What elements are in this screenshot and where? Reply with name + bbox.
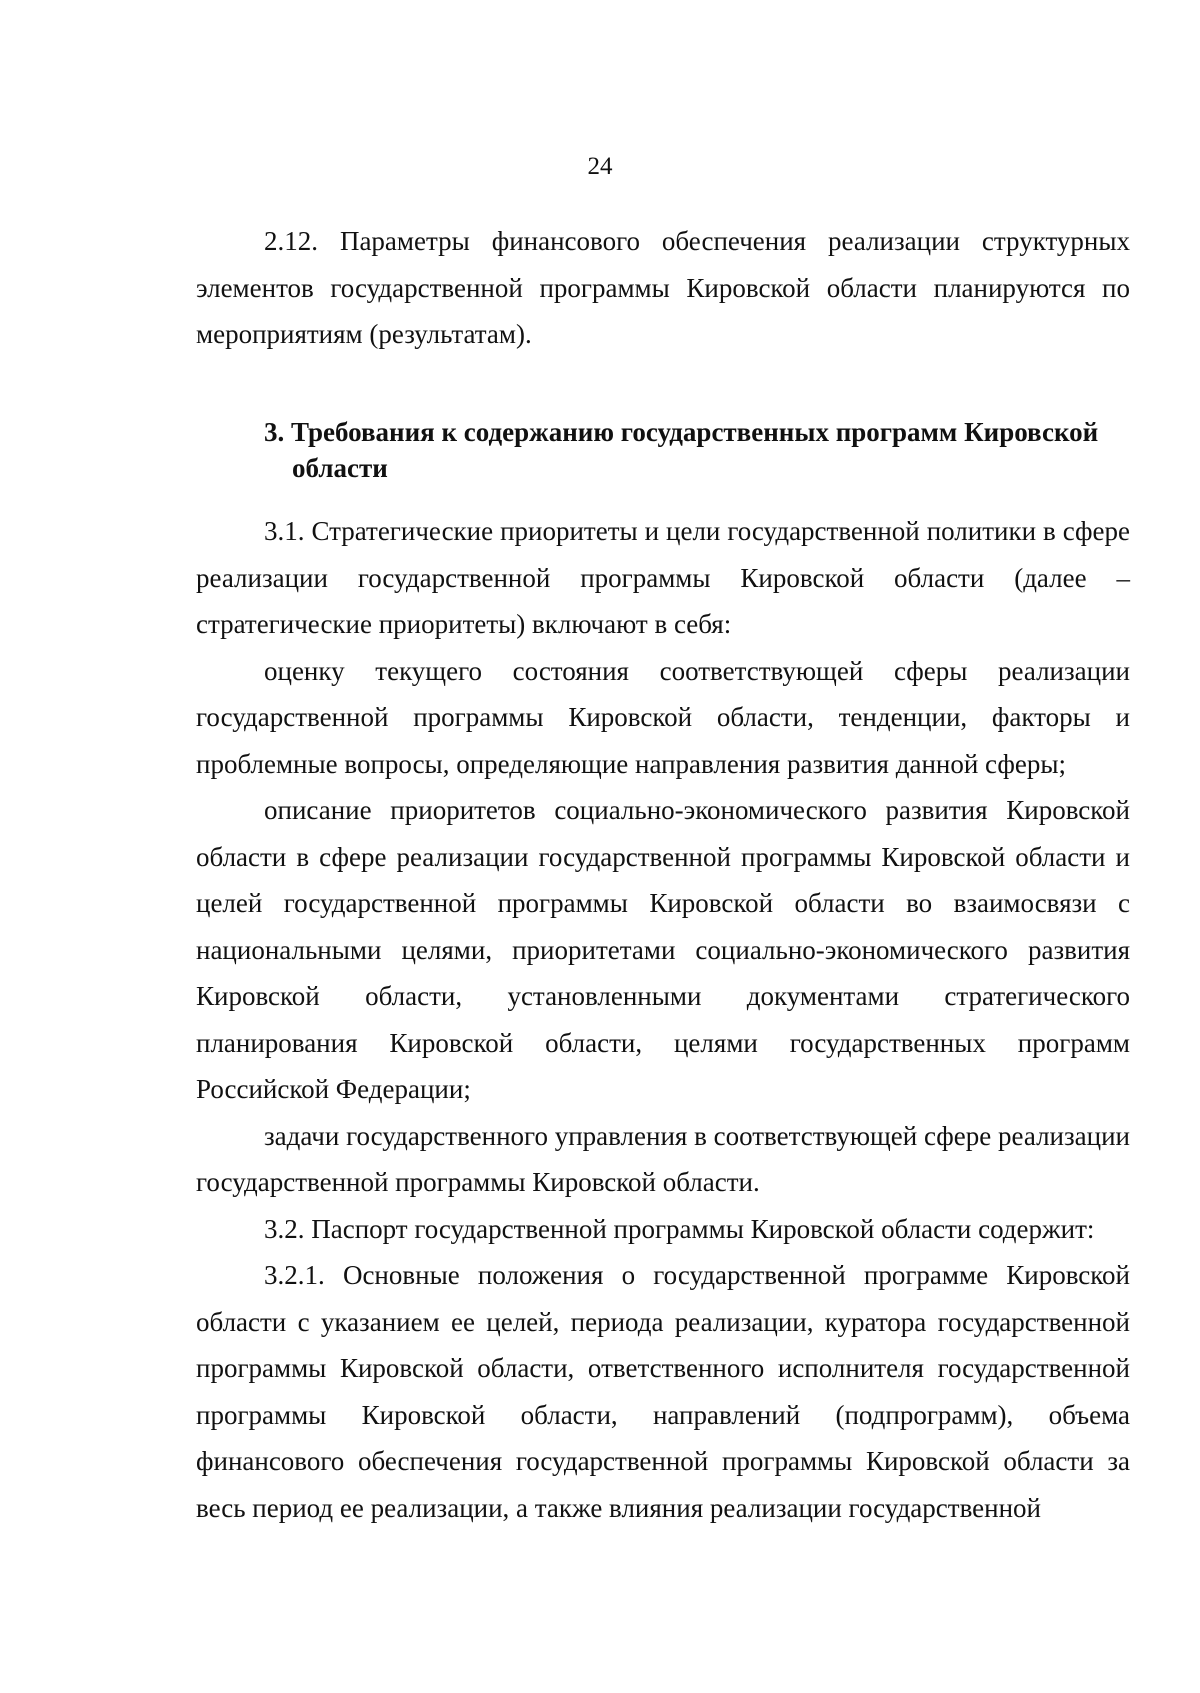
paragraph-assessment: оценку текущего состояния соответствующей сферы реализации государственной программы Кировской области, тенденции, факторы и проблемные вопросы, определяющие направления развития данной сферы;: [196, 655, 1130, 779]
paragraph-2-12: 2.12. Параметры финансового обеспечения реализации структурных элементов государственной программы Кировской области планируются по мероприятиям (результатам).: [196, 226, 1130, 349]
paragraph-3-2: 3.2. Паспорт государственной программы Кировской области содержит:: [264, 1213, 1095, 1244]
section-2-12: [196, 218, 1130, 358]
page-number: 24: [587, 153, 613, 180]
section-3-body: [196, 508, 1130, 1531]
paragraph-3-2-1: 3.2.1. Основные положения о государственной программе Кировской области с указанием ее целей, периода реализации, куратора государственной программы Кировской области, ответственного исполнителя государственной программы Кировской области, направлений (подпрограмм), объема финансового обеспечения государственной программы Кировской области за весь период ее реализации, а также влияния реализации государственной: [196, 1260, 1130, 1523]
section-heading-line1: 3. Требования к содержанию государственных программ Кировской: [264, 417, 1099, 447]
section-heading-line2: области: [292, 453, 388, 483]
paragraph-3-1: 3.1. Стратегические приоритеты и цели государственной политики в сфере реализации государственной программы Кировской области (далее – стратегические приоритеты) включают в себя:: [196, 516, 1130, 639]
paragraph-priorities: описание приоритетов социально-экономического развития Кировской области в сфере реализации государственной программы Кировской области и целей государственной программы Кировской области во взаимосвязи с национальными целями, приоритетами социально-экономического развития Кировской области, установленными документами стратегического планирования Кировской области, целями государственных программ Российской Федерации;: [196, 795, 1130, 1104]
section-heading: [196, 414, 1130, 486]
section-3-heading: [196, 414, 1130, 486]
paragraph-tasks: задачи государственного управления в соответствующей сфере реализации государственной программы Кировской области.: [196, 1120, 1130, 1197]
